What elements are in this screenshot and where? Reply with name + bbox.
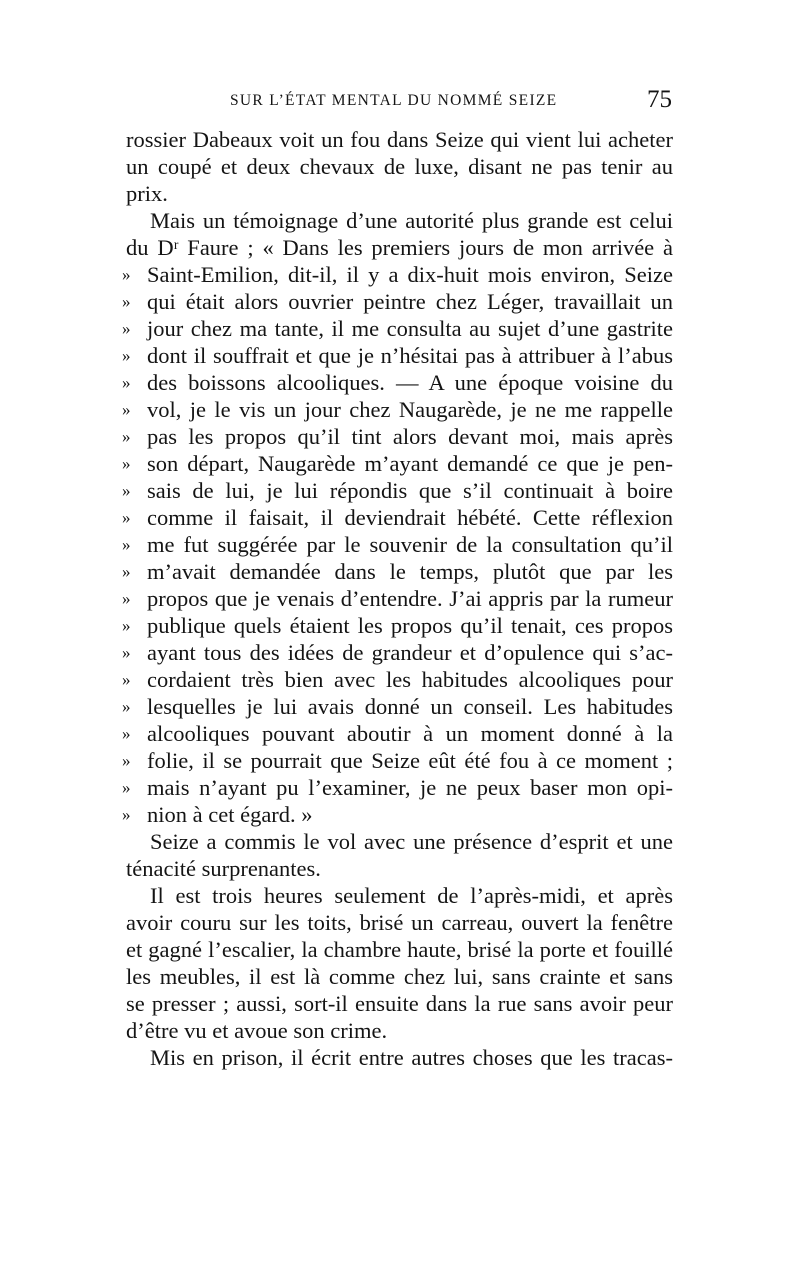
line-text: comme il faisait, il deviendrait hébété. Cette réflexion	[147, 505, 673, 530]
line-text: mais n’ayant pu l’examiner, je ne peux baser mon opi-	[147, 775, 673, 800]
running-title: SUR L’ÉTAT MENTAL DU NOMMÉ SEIZE	[230, 92, 558, 109]
text-line	[122, 747, 673, 774]
line-text: Il est trois heures seulement de l’après-midi, et après	[150, 883, 673, 908]
quote-mark: »	[122, 292, 131, 311]
line-text: d’être vu et avoue son crime.	[126, 1018, 388, 1043]
text-line	[126, 126, 673, 153]
page-number: 75	[647, 86, 672, 113]
quote-mark: »	[122, 670, 131, 689]
quote-mark: »	[122, 508, 131, 527]
line-text: dont il souffrait et que je n’hésitai pas à attribuer à l’abus	[147, 343, 673, 368]
quote-mark: »	[122, 643, 131, 662]
line-text: publique quels étaient les propos qu’il tenait, ces propos	[147, 613, 673, 638]
line-text: les meubles, il est là comme chez lui, sans crainte et sans	[126, 964, 673, 989]
line-text: lesquelles je lui avais donné un conseil. Les habitudes	[147, 694, 673, 719]
text-line	[122, 315, 673, 342]
line-text: un coupé et deux chevaux de luxe, disant ne pas tenir au	[126, 154, 673, 179]
text-line	[126, 963, 673, 990]
text-line	[126, 153, 673, 180]
line-text: se presser ; aussi, sort-il ensuite dans la rue sans avoir peur	[126, 991, 673, 1016]
quote-mark: »	[122, 724, 131, 743]
line-text: et gagné l’escalier, la chambre haute, brisé la porte et fouillé	[126, 937, 673, 962]
quote-mark: »	[122, 616, 131, 635]
line-text: avoir couru sur les toits, brisé un carreau, ouvert la fenêtre	[126, 910, 673, 935]
text-line	[126, 936, 673, 963]
text-line	[126, 207, 673, 234]
text-line	[122, 396, 673, 423]
text-line	[122, 477, 673, 504]
text-line	[122, 612, 673, 639]
text-line	[122, 342, 673, 369]
text-line	[122, 261, 673, 288]
line-text: m’avait demandée dans le temps, plutôt que par les	[147, 559, 673, 584]
quote-mark: »	[122, 805, 131, 824]
line-text: vol, je le vis un jour chez Naugarède, je ne me rappelle	[147, 397, 673, 422]
line-text: propos que je venais d’entendre. J’ai appris par la rumeur	[147, 586, 673, 611]
quote-mark: »	[122, 346, 131, 365]
text-line	[122, 531, 673, 558]
line-text: Mis en prison, il écrit entre autres choses que les tracas-	[150, 1045, 673, 1070]
line-text: me fut suggérée par le souvenir de la consultation qu’il	[147, 532, 673, 557]
text-line	[122, 450, 673, 477]
line-text: Mais un témoignage d’une autorité plus grande est celui	[150, 208, 673, 233]
line-text: folie, il se pourrait que Seize eût été fou à ce moment ;	[147, 748, 673, 773]
line-text: des boissons alcooliques. — A une époque voisine du	[147, 370, 673, 395]
line-text: pas les propos qu’il tint alors devant moi, mais après	[147, 424, 673, 449]
quote-mark: »	[122, 373, 131, 392]
page-header	[122, 86, 678, 122]
text-line	[122, 504, 673, 531]
text-line	[122, 666, 673, 693]
line-text: ténacité surprenantes.	[126, 856, 321, 881]
quote-mark: »	[122, 400, 131, 419]
text-line	[126, 909, 673, 936]
line-text: qui était alors ouvrier peintre chez Léger, travaillait un	[147, 289, 673, 314]
text-line	[122, 558, 673, 585]
quote-mark: »	[122, 265, 131, 284]
text-line	[126, 828, 673, 855]
quote-mark: »	[122, 562, 131, 581]
line-text: son départ, Naugarède m’ayant demandé ce que je pen-	[147, 451, 673, 476]
text-line	[122, 585, 673, 612]
quote-mark: »	[122, 454, 131, 473]
line-text: prix.	[126, 181, 168, 206]
text-line	[122, 801, 673, 828]
quote-mark: »	[122, 589, 131, 608]
quote-mark: »	[122, 751, 131, 770]
text-line	[122, 720, 673, 747]
line-text: ayant tous des idées de grandeur et d’opulence qui s’ac-	[147, 640, 673, 665]
text-line	[126, 1017, 673, 1044]
text-line	[126, 1044, 673, 1071]
text-line	[122, 639, 673, 666]
line-text: Seize a commis le vol avec une présence d’esprit et une	[150, 829, 673, 854]
line-text: nion à cet égard. »	[147, 802, 313, 827]
quote-mark: »	[122, 778, 131, 797]
text-line	[122, 693, 673, 720]
text-line	[122, 423, 673, 450]
line-text: alcooliques pouvant aboutir à un moment donné à la	[147, 721, 673, 746]
text-line	[126, 855, 673, 882]
quote-mark: »	[122, 481, 131, 500]
text-line	[122, 369, 673, 396]
line-text: sais de lui, je lui répondis que s’il continuait à boire	[147, 478, 673, 503]
line-text: cordaient très bien avec les habitudes alcooliques pour	[147, 667, 673, 692]
line-text: Saint-Emilion, dit-il, il y a dix-huit mois environ, Seize	[147, 262, 673, 287]
text-line	[126, 882, 673, 909]
text-line	[122, 288, 673, 315]
quote-mark: »	[122, 427, 131, 446]
quote-mark: »	[122, 319, 131, 338]
quote-mark: »	[122, 697, 131, 716]
text-line	[126, 180, 673, 207]
text-line	[122, 774, 673, 801]
quote-mark: »	[122, 535, 131, 554]
line-text: rossier Dabeaux voit un fou dans Seize qui vient lui acheter	[126, 127, 673, 152]
text-line	[126, 234, 673, 261]
body-text	[122, 126, 673, 1071]
line-text: jour chez ma tante, il me consulta au sujet d’une gastrite	[147, 316, 673, 341]
line-text: du Dʳ Faure ; « Dans les premiers jours de mon arrivée à	[126, 235, 673, 260]
text-line	[126, 990, 673, 1017]
